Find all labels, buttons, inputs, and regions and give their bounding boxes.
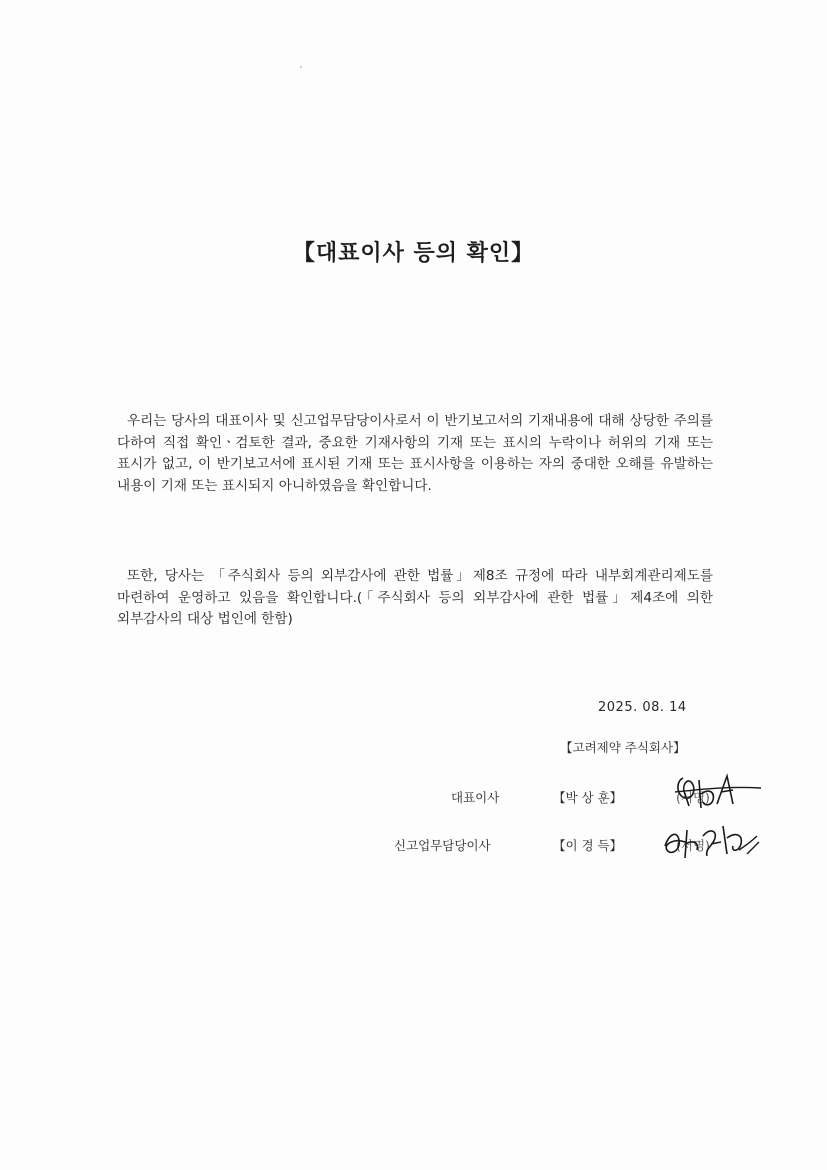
- confirmation-text: 우리는 당사의 대표이사 및 신고업무담당이사로서 이 반기보고서의 기재내용에 대해 상당한 주의를 다하여 직접 확인ㆍ검토한 결과, 중요한 기재사항의 기재 또는 표시의 누락이나 허위의 기재 또는 표시가 없고, 이 반기보고서에 표시된 기재 또는 표시사항을 이용하는 자의 중대한 오해를 유발하는 내용이 기재 또는 표시되지 아니하였음을 확인합니다.: [117, 413, 713, 494]
- signatory-role: 신고업무담당이사: [394, 838, 491, 853]
- signatory-reporting-director: [0, 836, 827, 866]
- signatory-role: 대표이사: [451, 790, 500, 805]
- signatory-ceo: [0, 788, 827, 818]
- signature-ceo-image: [655, 768, 765, 812]
- internal-control-text: 또한, 당사는 「주식회사 등의 외부감사에 관한 법률」제8조 규정에 따라 내부회계관리제도를 마련하여 운영하고 있음을 확인합니다.(「주식회사 등의 외부감사에 관한 법률」제4조에 의한 외부감사의 대상 법인에 한함): [117, 568, 713, 627]
- document-date: 2025. 08. 14: [598, 700, 687, 715]
- company-name: 【고려제약 주식회사】: [560, 740, 686, 755]
- scan-speck: [300, 66, 302, 68]
- signatory-seal-label: (서명): [676, 790, 710, 805]
- signatory-name: 【박 상 훈】: [553, 790, 623, 805]
- document-title: 【대표이사 등의 확인】: [292, 241, 535, 266]
- signatory-name: 【이 경 득】: [553, 838, 623, 853]
- signature-director-image: [655, 816, 765, 866]
- internal-control-paragraph: [117, 566, 713, 631]
- signatory-seal-label: (서명): [676, 838, 710, 853]
- confirmation-paragraph: [117, 411, 713, 497]
